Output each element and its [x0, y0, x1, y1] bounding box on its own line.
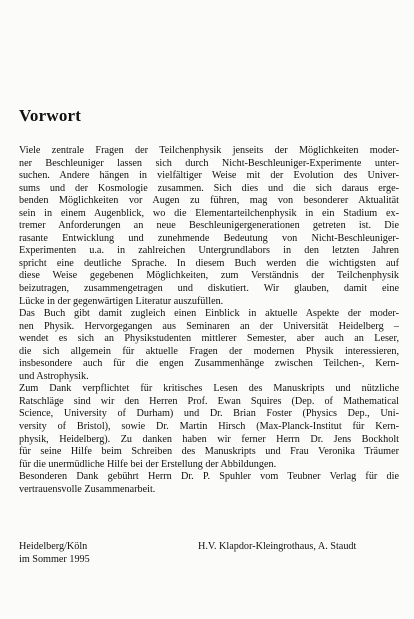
- text-line: diese Weise gegebenen Möglichkeiten, zum Verständnis der Teilchenphysik: [19, 270, 399, 282]
- text-line: benden Möglichkeiten vor Augen zu führen, mag von besonderer Aktualität: [19, 195, 399, 207]
- text-line: Zum Dank verpflichtet für kritisches Lesen des Manuskripts und nützliche: [19, 383, 399, 395]
- text-line: für seine Hilfe beim Schreiben des Manuskripts und Frau Veronika Träumer: [19, 446, 399, 458]
- body-text: [19, 145, 399, 496]
- paragraph: [19, 383, 399, 471]
- text-line: Science, University of Durham) und Dr. Brian Foster (Physics Dep., Uni-: [19, 408, 399, 420]
- text-line: suchen. Andere hängen in vielfältiger Weise mit der Evolution des Univer-: [19, 170, 399, 182]
- text-line: tremer Anforderungen an neue Beschleunigergenerationen getreten ist. Die: [19, 220, 399, 232]
- text-line: wendet es sich an Physikstudenten mittlerer Semester, aber auch an Leser,: [19, 333, 399, 345]
- text-line: ner Beschleuniger lassen sich durch Nicht-Beschleuniger-Experimente unter-: [19, 157, 399, 169]
- text-line: für die unermüdliche Hilfe bei der Erstellung der Abbildungen.: [19, 458, 277, 470]
- text-line: Experimenten u.a. in zahlreichen Untergrundlabors in den letzten Jahren: [19, 245, 399, 257]
- signature-authors-block: [198, 541, 356, 554]
- text-line: versity of Bristol), sowie Dr. Martin Hirsch (Max-Planck-Institut für Kern-: [19, 421, 399, 433]
- text-line: spricht eine deutliche Sprache. In diesem Buch werden die wichtigsten auf: [19, 257, 399, 269]
- paragraph: [19, 471, 399, 496]
- paragraph: [19, 145, 399, 308]
- signature-authors: H.V. Klapdor-Kleingrothaus, A. Staudt: [198, 541, 357, 552]
- text-line: rasante Entwicklung und zunehmende Bedeutung von Nicht-Beschleuniger-: [19, 232, 399, 244]
- text-line: Das Buch gibt damit zugleich einen Einblick in aktuelle Aspekte der moder-: [19, 308, 399, 320]
- signature-date: im Sommer 1995: [19, 553, 90, 565]
- signature-place-date: [19, 541, 90, 566]
- text-line: Viele zentrale Fragen der Teilchenphysik jenseits der Möglichkeiten moder-: [19, 145, 399, 156]
- text-line: physik, Heidelberg). Zu danken haben wir ferner Herrn Dr. Jens Bockholt: [19, 433, 399, 445]
- text-line: beizutragen, zusammengetragen und diskutiert. Wir glauben, damit eine: [19, 283, 399, 295]
- text-line: Besonderen Dank gebührt Herrn Dr. P. Spuhler vom Teubner Verlag für die: [19, 471, 399, 483]
- paragraph: [19, 308, 399, 383]
- text-line: nen Physik. Hervorgegangen aus Seminaren an der Universität Heidelberg –: [19, 320, 399, 332]
- text-line: vertrauensvolle Zusammenarbeit.: [19, 483, 156, 495]
- signature-place: Heidelberg/Köln: [19, 541, 88, 552]
- text-line: insbesondere auch für die engen Zusammenhänge zwischen Teilchen-, Kern-: [19, 358, 399, 370]
- text-line: und Astrophysik.: [19, 370, 89, 382]
- text-line: Lücke in der gegenwärtigen Literatur auszufüllen.: [19, 295, 224, 307]
- text-line: Ratschläge sind wir den Herren Prof. Ewan Squires (Dep. of Mathematical: [19, 395, 399, 407]
- text-line: die sich allgemein für aktuelle Fragen der modernen Physik interessieren,: [19, 345, 399, 357]
- text-line: sein in einem Augenblick, wo die Elementarteilchenphysik in ein Stadium ex-: [19, 207, 399, 219]
- text-line: sums und der Kosmologie zusammen. Sich dies und die sich daraus erge-: [19, 182, 399, 194]
- page-title: Vorwort: [19, 106, 82, 125]
